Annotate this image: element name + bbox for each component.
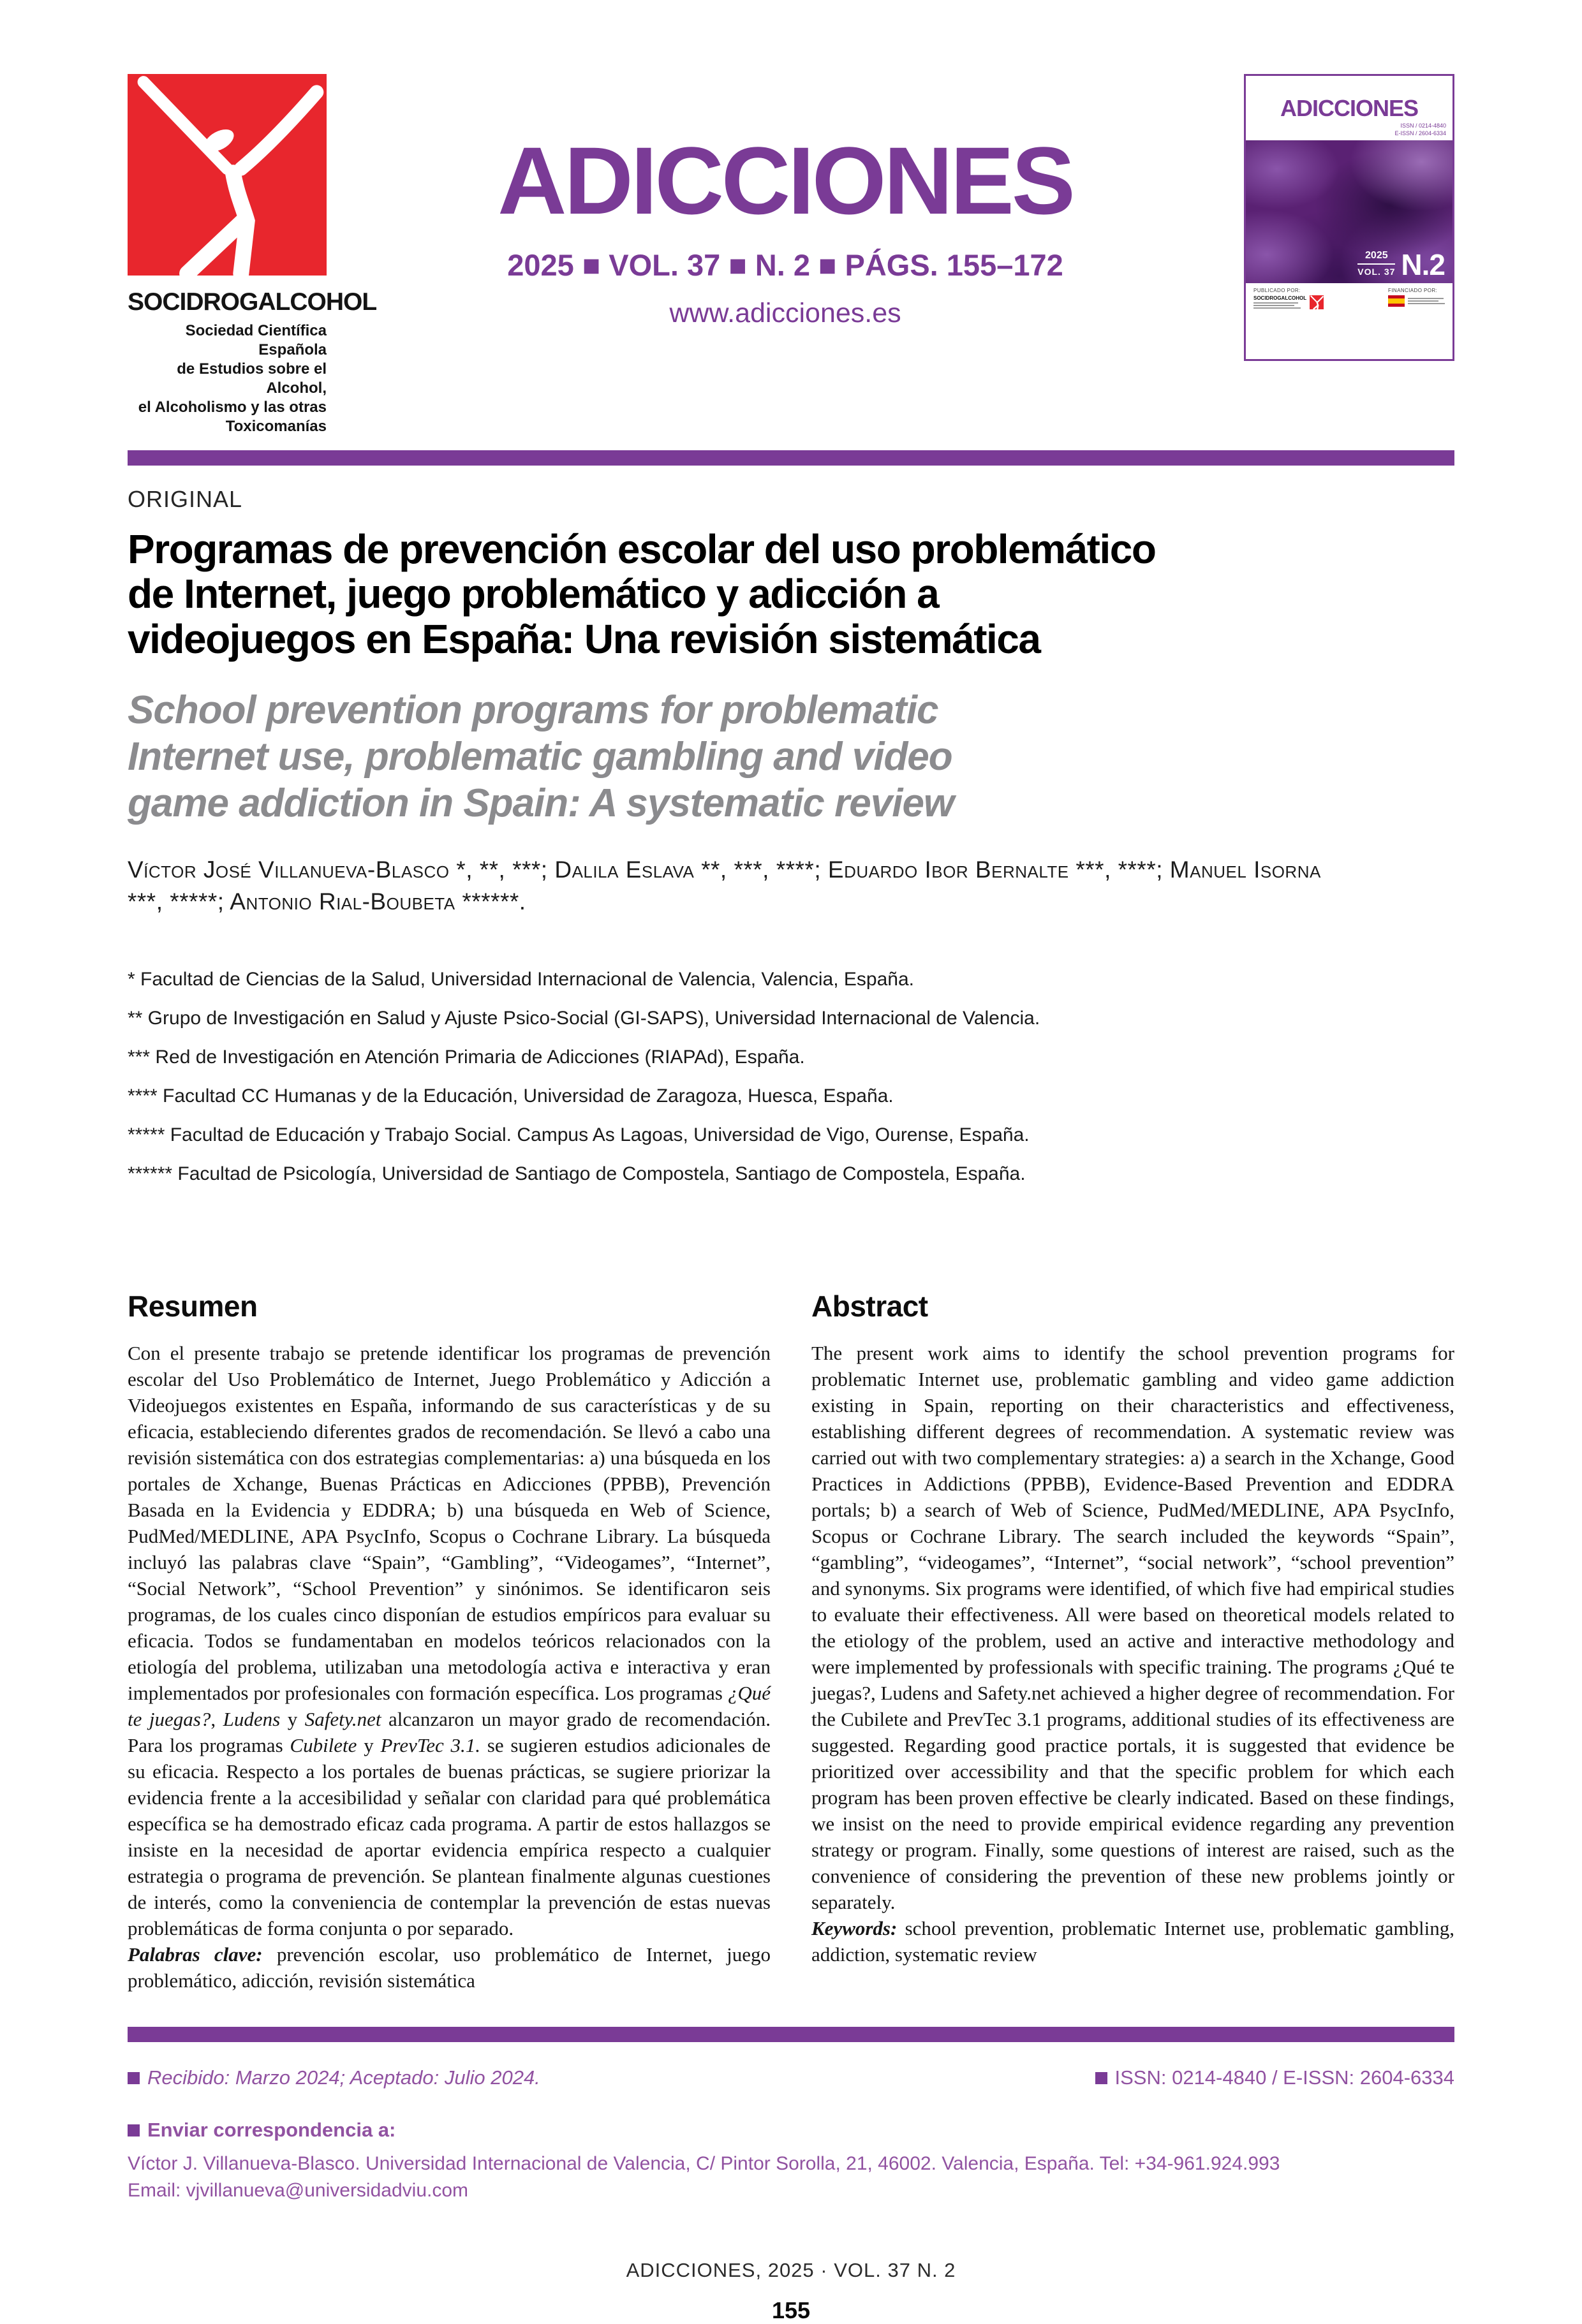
correspondence-label: Enviar correspondencia a:	[147, 2118, 396, 2141]
cover-number: N.2	[1401, 248, 1445, 282]
resumen-keywords	[128, 1941, 771, 1994]
purple-divider-top	[128, 450, 1454, 466]
mini-text-bar	[1253, 302, 1298, 304]
article-title-spanish: Programas de prevención escolar del uso problemático de Internet, juego problemático y adicción a videojuegos en España: Una revisión sistemática	[128, 526, 1156, 662]
journal-website-link[interactable]: www.adicciones.es	[669, 298, 901, 328]
gov-text-bar	[1408, 298, 1444, 299]
mini-text-bar	[1253, 307, 1301, 309]
abstract-keywords	[811, 1915, 1454, 1967]
mini-text-bar	[1253, 305, 1294, 306]
abstract-body: The present work aims to identify the school prevention programs for problematic Internet use, problematic gambling and video game addiction existing in Spain, reporting on their characteristics and effectiveness, establishing different degrees of recommendation. A systematic review was carried out with two complementary strategies: a) a search in the Xchange, Good Practices in Addictions (PPBB), Evidence-Based Prevention and EDDRA portals; b) a search of Web of Science, PudMed/MEDLINE, APA PsycInfo, Scopus or Cochrane Library. The search included the keywords “Spain”, “gambling”, “videogames”, “Internet”, “social network”, “school prevention” and synonyms. Six programs were identified, of which five had empirical studies to evaluate their effectiveness. All were based on theoretical models related to the etiology of the problem, used an active and interactive methodology and were implemented by professionals with specific training. The programs ¿Qué te juegas?, Ludens and Safety.net achieved a higher degree of recommendation. For the Cubilete and PrevTec 3.1 programs, additional studies of its effectiveness are suggested. Regarding good practice portals, it is suggested that evidence be prioritized over accessibility and that the specific problem for which each program has been proven effective be clearly indicated. Based on these findings, we insist on the need to provide empirical evidence regarding any prevention strategy or program. Finally, some questions of interest are raised, such as the convenience of considering the prevention of these new problems jointly or separately.	[811, 1341, 1454, 1913]
correspondence-label-row	[128, 2119, 1454, 2142]
masthead-center	[327, 74, 1244, 329]
purple-square-icon	[1095, 2072, 1107, 2084]
cover-year: 2025	[1357, 250, 1395, 265]
purple-square-icon	[128, 2072, 140, 2084]
cover-volume: VOL. 37	[1357, 267, 1396, 277]
society-name: SOCIDROGALCOHOL	[128, 288, 377, 316]
article-title-english: School prevention programs for problematic Internet use, problematic gambling and video game addiction in Spain: A systematic review	[128, 688, 954, 826]
gov-text-bar	[1408, 303, 1445, 304]
mini-socidrogalcohol-icon	[1310, 295, 1324, 309]
abstract-column	[811, 1289, 1454, 1994]
cover-issn	[1394, 122, 1446, 137]
gov-text-bar	[1408, 300, 1438, 302]
meta-row	[128, 2066, 1454, 2089]
abstract-keywords-label: Keywords:	[811, 1916, 898, 1939]
affiliation-line: **** Facultad CC Humanas y de la Educación, Universidad de Zaragoza, Huesca, España.	[128, 1085, 894, 1107]
authors-line: Víctor José Villanueva-Blasco *, **, ***; Dalila Eslava **, ***, ****; Eduardo Ibor Bernalte ***, ****; Manuel Isorna ***, *****; Antonio Rial-Boubeta ******.	[128, 856, 1321, 915]
received-text: Recibido: Marzo 2024; Aceptado: Julio 2024.	[147, 2066, 540, 2089]
journal-title: ADICCIONES	[498, 127, 1073, 234]
cover-issn-line2: E-ISSN / 2604-6334	[1394, 130, 1446, 136]
issn-line	[1095, 2066, 1455, 2089]
cover-funded-by	[1388, 288, 1445, 355]
journal-masthead	[128, 0, 1454, 436]
affiliations	[128, 960, 1454, 1193]
affiliation-line: ***** Facultad de Educación y Trabajo Social. Campus As Lagoas, Universidad de Vigo, Ourense, España.	[128, 1124, 1030, 1145]
abstract-heading: Abstract	[811, 1289, 928, 1323]
received-accepted	[128, 2066, 540, 2089]
correspondence-email: Email: vjvillanueva@universidadviu.com	[128, 2179, 469, 2201]
abstract-section	[128, 1289, 1454, 1994]
issue-line: 2025 ■ VOL. 37 ■ N. 2 ■ PÁGS. 155–172	[507, 248, 1063, 282]
resumen-column	[128, 1289, 771, 1994]
page-number: 155	[771, 2297, 811, 2323]
socidrogalcohol-logo	[128, 74, 377, 436]
resumen-body: Con el presente trabajo se pretende identificar los programas de prevención escolar del Uso Problemático de Internet, Juego Problemático y Adicción a Videojuegos existentes en España, informando de sus características y de su eficacia, estableciendo diferentes grados de recomendación. Se llevó a cabo una revisión sistemática con dos estrategias complementarias: a) una búsqueda en los portales de Xchange, Buenas Prácticas en Adicciones (PPBB), Prevención Basada en la Evidencia y EDDRA; b) una búsqueda en Web of Science, PudMed/MEDLINE, APA PsycInfo, Scopus o Cochrane Library. La búsqueda incluyó las palabras clave “Spain”, “Gambling”, “Videogames”, “Internet”, “Social Network”, “School Prevention” y sinónimos. Se identificaron seis programas, de los cuales cinco disponían de estudios empíricos para evaluar su eficacia. Todos se fundamentaban en modelos teóricos relacionados con la etiología del problema, utilizaban una metodología activa e interactiva y eran implementados por profesionales con formación específica. Los programas ¿Qué te juegas?, Ludens y Safety.net alcanzaron un mayor grado de recomendación. Para los programas Cubilete y PrevTec 3.1. se sugieren estudios adicionales de su eficacia. Respecto a los portales de buenas prácticas, se sugiere priorizar la evidencia frente a la accesibilidad y señalar con claridad para qué problemática específica se ha demostrado eficaz cada programa. A partir de estos hallazgos se insiste en la necesidad de aportar evidencia empírica respecto a cualquier estrategia o programa de prevención. Se plantean finalmente algunas cuestiones de interés, como la conveniencia de contemplar la prevención de estas nuevas problemáticas de forma conjunta o por separado.	[128, 1341, 771, 1939]
cover-footer	[1246, 283, 1453, 359]
affiliation-line: ****** Facultad de Psicología, Universidad de Santiago de Compostela, Santiago de Compostela, España.	[128, 1163, 1026, 1184]
running-footer: ADICCIONES, 2025 · VOL. 37 N. 2	[626, 2258, 956, 2281]
cover-artwork	[1246, 140, 1453, 283]
mini-society-name: SOCIDROGALCOHOL	[1253, 295, 1307, 301]
resumen-keywords-label: Palabras clave:	[128, 1943, 263, 1966]
spain-government-icon	[1388, 295, 1405, 307]
journal-cover-thumbnail	[1244, 74, 1454, 361]
abstract-keywords-text: school prevention, problematic Internet use, problematic gambling, addiction, systematic review	[811, 1916, 1454, 1966]
section-label: ORIGINAL	[128, 486, 243, 512]
resumen-heading: Resumen	[128, 1289, 258, 1323]
cover-issn-line1: ISSN / 0214-4840	[1400, 122, 1446, 129]
funded-by-label: FINANCIADO POR:	[1388, 288, 1438, 293]
socidrogalcohol-figure-icon	[128, 74, 327, 276]
purple-divider-bottom	[128, 2027, 1454, 2042]
purple-square-icon	[128, 2124, 140, 2136]
society-subtitle: Sociedad Científica Española de Estudios sobre el Alcohol, el Alcoholismo y las otras Toxicomanías	[138, 322, 327, 435]
resumen-keywords-text: prevención escolar, uso problemático de Internet, juego problemático, adicción, revisión sistemática	[128, 1943, 771, 1992]
affiliation-line: ** Grupo de Investigación en Salud y Ajuste Psico-Social (GI-SAPS), Universidad Internacional de Valencia.	[128, 1007, 1040, 1029]
affiliation-line: *** Red de Investigación en Atención Primaria de Adicciones (RIAPAd), España.	[128, 1046, 805, 1068]
affiliation-line: * Facultad de Ciencias de la Salud, Universidad Internacional de Valencia, Valencia, España.	[128, 968, 914, 990]
published-by-label: PUBLICADO POR:	[1253, 288, 1301, 293]
cover-year-volume	[1357, 250, 1395, 277]
cover-journal-title: ADICCIONES	[1280, 95, 1419, 121]
cover-published-by	[1253, 288, 1324, 355]
cover-issue-block	[1357, 248, 1445, 282]
correspondence-address: Víctor J. Villanueva-Blasco. Universidad Internacional de Valencia, C/ Pintor Sorolla, 21, 46002. Valencia, España. Tel: +34-961.924.993	[128, 2152, 1280, 2174]
issn-text: ISSN: 0214-4840 / E-ISSN: 2604-6334	[1114, 2066, 1454, 2089]
correspondence-block	[128, 2119, 1454, 2204]
